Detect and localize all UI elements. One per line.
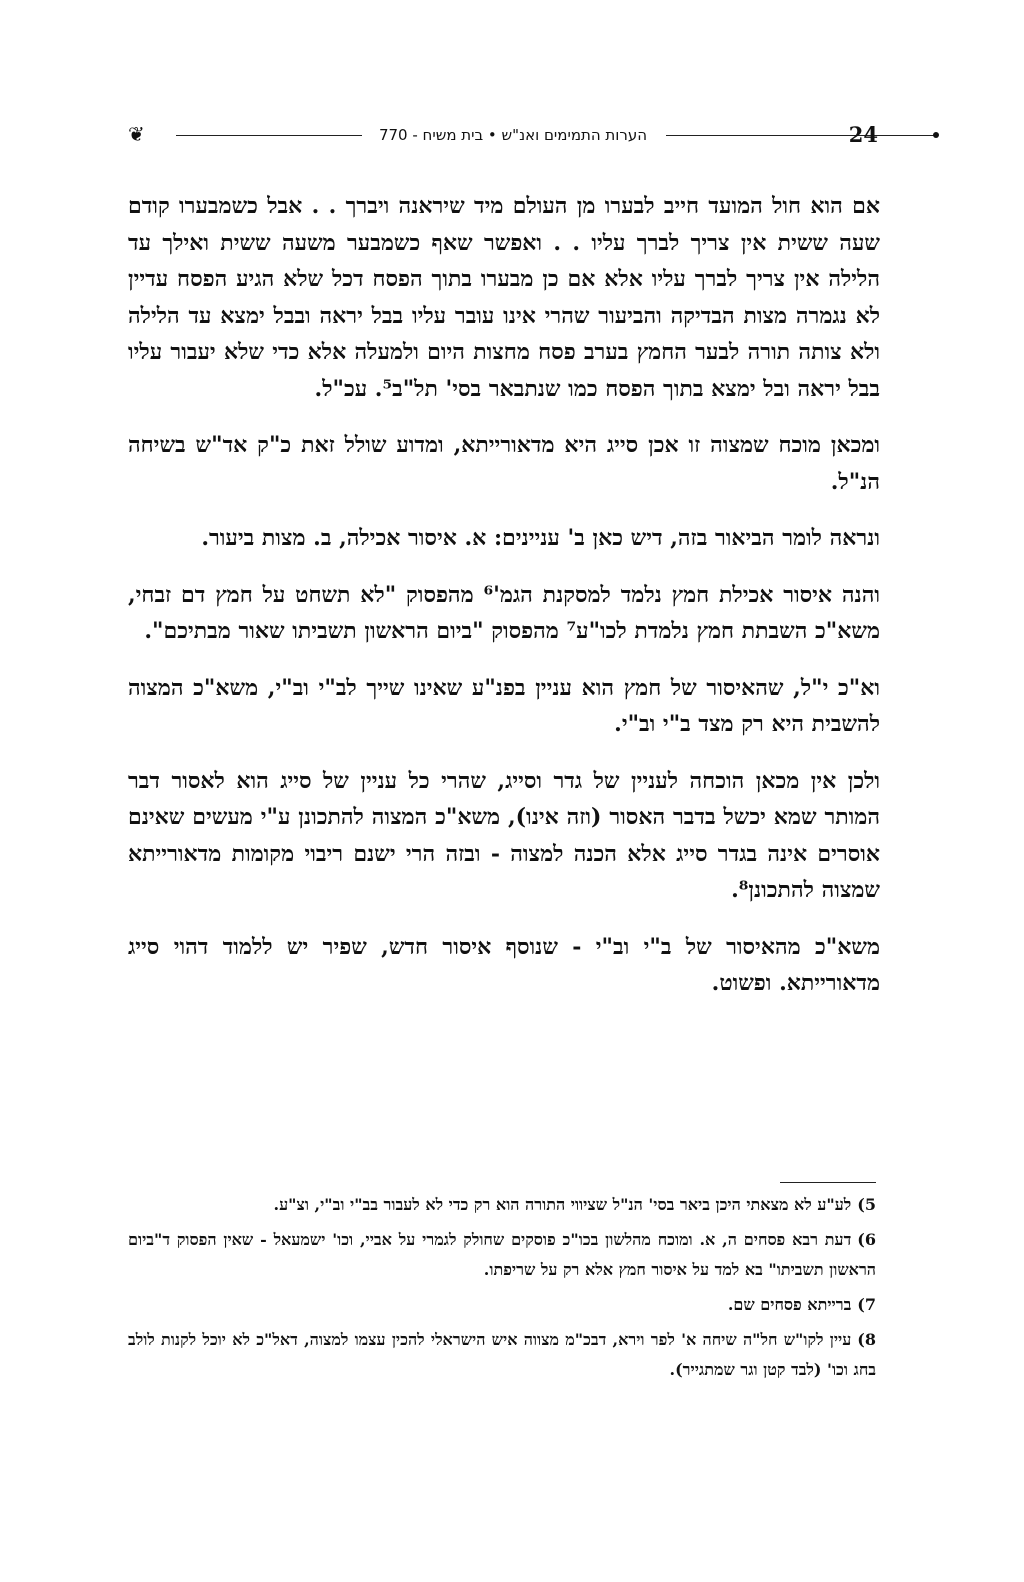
paragraph: ולכן אין מכאן הוכחה לעניין של גדר וסייג, שהרי כל עניין של סייג הוא לאסור דבר המותר שמא יכשל בדבר האסור (וזה אינו), משא"כ המצוה להתכונן ע"י מעשים שאינם אוסרים אינה בגדר סייג אלא הכנה למצוה - ובזה הרי ישנם ריבוי מקומות מדאורייתא שמצוה להתכונן⁸. (128, 767, 880, 903)
header-dot (933, 132, 939, 138)
footnote-number: 6) (857, 1230, 877, 1249)
footnote-text: עיין לקו"ש חל"ה שיחה א' לפר וירא, דבכ"מ מצווה איש הישראלי להכין עצמו למצוה, דאל"כ לא יוכל לקנות לולב בחג וכו' (לבד קטן וגר שמתגייר). (128, 1330, 876, 1379)
footnote (128, 1225, 876, 1285)
header-rule-right (666, 135, 936, 136)
footnote-number: 8) (857, 1330, 877, 1349)
paragraph: אם הוא חול המועד חייב לבערו מן העולם מיד שיראנה ויברך . . אבל כשמבערו קודם שעה ששית אין צריך לברך עליו . . ואפשר שאף כשמבער משעה ששית ואילך עד הלילה אין צריך לברך עליו אלא אם כן מבערו בתוך הפסח דכל שלא הגיע הפסח עדיין לא נגמרה מצות הבדיקה והביעור שהרי אינו עובר עליו בבל יראה ובבל ימצא עד הלילה ולא צותה תורה לבער החמץ בערב פסח מחצות היום ולמעלה אלא כדי שלא יעבור עליו בבל יראה ובל ימצא בתוך הפסח כמו שנתבאר בסי' תל"ב⁵. עכ"ל. (128, 193, 880, 402)
footnote-separator (780, 1182, 876, 1183)
footnote-number: 5) (857, 1195, 876, 1214)
page-header (128, 122, 878, 152)
footnotes (128, 1190, 876, 1390)
paragraph: משא"כ מהאיסור של ב"י וב"י - שנוסף איסור חדש, שפיר יש ללמוד דהוי סייג מדאורייתא. ופשוט. (128, 933, 880, 996)
ornament-icon: ❦ (128, 122, 145, 146)
footnote-text: לע"ע לא מצאתי היכן ביאר בסי' הנ"ל שציווי התורה הוא רק כדי לא לעבור בב"י וב"י, וצ"ע. (273, 1195, 852, 1214)
footnote-number: 7) (857, 1295, 876, 1314)
main-text (128, 188, 880, 1022)
page-number: 24 (848, 122, 878, 147)
footnote-text: ברייתא פסחים שם. (727, 1295, 852, 1314)
footnote (128, 1325, 876, 1385)
header-rule-left (176, 135, 362, 136)
running-title: הערות התמימים ואנ"ש • בית משיח - 770 (378, 126, 648, 144)
footnote (128, 1190, 876, 1220)
footnote (128, 1290, 876, 1320)
paragraph: וא"כ י"ל, שהאיסור של חמץ הוא עניין בפנ"ע שאינו שייך לב"י וב"י, משא"כ המצוה להשבית היא רק מצד ב"י וב"י. (128, 674, 880, 737)
paragraph: ומכאן מוכח שמצוה זו אכן סייג היא מדאורייתא, ומדוע שולל זאת כ"ק אד"ש בשיחה הנ"ל. (128, 432, 880, 495)
footnote-text: דעת רבא פסחים ה, א. ומוכח מהלשון בכו"כ פוסקים שחולק לגמרי על אביי, וכו' ישמעאל - שאין הפסוק ד"ביום הראשון תשביתו" בא למד על איסור חמץ אלא רק על שריפתו. (128, 1230, 876, 1279)
paragraph: והנה איסור אכילת חמץ נלמד למסקנת הגמ'⁶ מהפסוק "לא תשחט על חמץ דם זבחי, משא"כ השבתת חמץ נלמדת לכו"ע⁷ מהפסוק "ביום הראשון תשביתו שאור מבתיכם". (128, 581, 880, 644)
paragraph: ונראה לומר הביאור בזה, דיש כאן ב' עניינים: א. איסור אכילה, ב. מצות ביעור. (201, 525, 880, 551)
